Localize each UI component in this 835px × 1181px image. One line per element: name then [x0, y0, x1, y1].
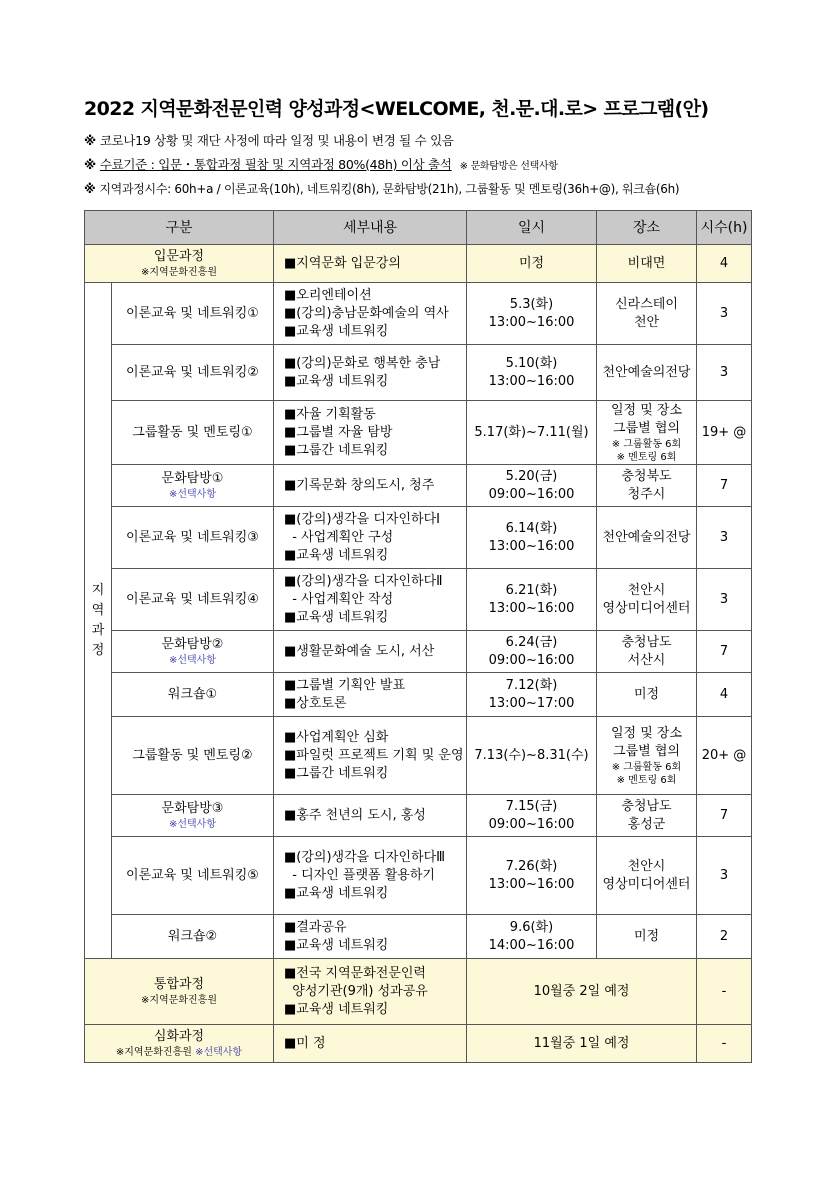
- detail-line: ■교육생 네트워킹: [284, 323, 389, 339]
- detail-line: ■그룹간 네트워킹: [284, 765, 389, 781]
- place-line: 천안예술의전당: [602, 364, 691, 380]
- date-line: 13:00~16:00: [488, 373, 575, 389]
- table-row-intro: [85, 245, 752, 283]
- place-line: 그룹별 협의: [613, 420, 680, 436]
- row-place: [597, 465, 697, 507]
- date-line: 13:00~16:00: [488, 538, 575, 554]
- notice-hours: [84, 180, 679, 197]
- row-category: [112, 837, 274, 915]
- row-place: [597, 915, 697, 959]
- row-details: [274, 283, 467, 345]
- row-name: 이론교육 및 네트워킹④: [126, 591, 259, 607]
- row-name: 이론교육 및 네트워킹①: [126, 305, 259, 321]
- row-details: [274, 795, 467, 837]
- row-hours: 2: [697, 915, 752, 959]
- detail-line: ■교육생 네트워킹: [284, 885, 389, 901]
- row-details: [274, 673, 467, 717]
- detail-line: ■교육생 네트워킹: [284, 937, 389, 953]
- region-label-char: 과: [91, 622, 105, 638]
- table-row: [85, 401, 752, 465]
- reference-mark: ※: [84, 157, 96, 172]
- row-details: [274, 631, 467, 673]
- row-date: [467, 795, 597, 837]
- row-hours: 3: [697, 507, 752, 569]
- row-category: [112, 465, 274, 507]
- row-hours: 3: [697, 837, 752, 915]
- row-place: [597, 631, 697, 673]
- table-row: [85, 837, 752, 915]
- row-name: 이론교육 및 네트워킹③: [126, 529, 259, 545]
- detail-line: ■홍주 천년의 도시, 홍성: [284, 807, 426, 823]
- row-hours: 4: [697, 673, 752, 717]
- detail-line: ■교육생 네트워킹: [284, 547, 389, 563]
- detail-line: ■상호토론: [284, 695, 347, 711]
- date-line: 5.20(금): [505, 468, 558, 484]
- advanced-hours: -: [697, 1025, 752, 1063]
- row-place: [597, 717, 697, 795]
- header-category: 구분: [85, 211, 274, 245]
- detail-line: ■전국 지역문화전문인력: [284, 965, 426, 981]
- table-row: [85, 507, 752, 569]
- row-hours: 3: [697, 283, 752, 345]
- row-category: [112, 283, 274, 345]
- optional-note: ※선택사항: [168, 819, 217, 830]
- notice-text: 수료기준 : 입문・통합과정 필참 및 지역과정 80%(48h) 이상 출석: [99, 157, 452, 172]
- advanced-schedule: 11월중 1일 예정: [467, 1025, 697, 1063]
- advanced-category: [85, 1025, 274, 1063]
- row-place: [597, 345, 697, 401]
- place-line: 영상미디어센터: [602, 600, 691, 616]
- table-row: [85, 465, 752, 507]
- date-line: 7.26(화): [505, 858, 558, 874]
- detail-line: ■자율 기획활동: [284, 406, 376, 422]
- row-date: [467, 283, 597, 345]
- detail-line: ■오리엔테이션: [284, 287, 372, 303]
- date-line: 09:00~16:00: [488, 816, 575, 832]
- intro-hours: 4: [697, 245, 752, 283]
- header-place: 장소: [597, 211, 697, 245]
- row-hours: 19+ @: [697, 401, 752, 465]
- notice-text: 코로나19 상황 및 재단 사정에 따라 일정 및 내용이 변경 될 수 있음: [99, 133, 454, 148]
- place-line: 충청남도: [621, 798, 672, 814]
- row-date: [467, 915, 597, 959]
- date-line: 09:00~16:00: [488, 652, 575, 668]
- intro-name: 입문과정: [153, 249, 205, 264]
- detail-line: ■교육생 네트워킹: [284, 609, 389, 625]
- detail-line: ■미 정: [284, 1035, 326, 1051]
- place-subnote: ※ 그룹활동 6회: [611, 761, 682, 773]
- row-place: [597, 401, 697, 465]
- page-title: 2022 지역문화전문인력 양성과정<WELCOME, 천.문.대.로> 프로그램(안): [84, 98, 709, 120]
- place-line: 일정 및 장소: [610, 402, 683, 418]
- row-hours: 3: [697, 345, 752, 401]
- detail-line: ■생활문화예술 도시, 서산: [284, 643, 435, 659]
- detail-line: ■(강의)생각을 디자인하다Ⅲ: [284, 849, 446, 865]
- row-details: [274, 569, 467, 631]
- date-line: 13:00~16:00: [488, 876, 575, 892]
- notice-optional-text: ※ 문화탐방은 선택사항: [459, 161, 558, 172]
- detail-line: ■그룹별 기획안 발표: [284, 677, 406, 693]
- detail-line: - 사업계획안 구성: [284, 529, 394, 545]
- intro-details: [274, 245, 467, 283]
- detail-line: ■교육생 네트워킹: [284, 1001, 389, 1017]
- row-name: 그룹활동 및 멘토링①: [132, 424, 253, 440]
- row-place: [597, 569, 697, 631]
- advanced-details: [274, 1025, 467, 1063]
- notice-text: 지역과정시수: 60h+a / 이론교육(10h), 네트워킹(8h), 문화탐방(21h), 그룹활동 및 멘토링(36h+@), 워크숍(6h): [99, 182, 680, 196]
- row-place: [597, 795, 697, 837]
- row-date: [467, 507, 597, 569]
- table-row-advanced: [85, 1025, 752, 1063]
- header-date: 일시: [467, 211, 597, 245]
- region-label-char: 역: [91, 602, 105, 618]
- table-row: [85, 631, 752, 673]
- table-row: [85, 915, 752, 959]
- row-date: [467, 401, 597, 465]
- reference-mark: ※: [84, 133, 96, 148]
- region-label: [85, 283, 112, 959]
- row-details: [274, 345, 467, 401]
- row-name: 문화탐방①: [161, 471, 224, 486]
- integrated-schedule: 10월중 2일 예정: [467, 959, 697, 1025]
- detail-line: ■파일럿 프로젝트 기획 및 운영: [284, 747, 464, 763]
- detail-line: ■(강의)충남문화예술의 역사: [284, 305, 449, 321]
- table-row: [85, 283, 752, 345]
- place-line: 천안: [633, 314, 660, 330]
- row-category: [112, 915, 274, 959]
- place-subnote: ※ 멘토링 6회: [616, 451, 677, 463]
- row-place: [597, 283, 697, 345]
- row-date: [467, 717, 597, 795]
- table-row: [85, 569, 752, 631]
- optional-note: ※선택사항: [195, 1047, 243, 1058]
- date-line: 13:00~16:00: [488, 600, 575, 616]
- place-line: 천안시: [627, 858, 666, 874]
- date-line: 5.10(화): [505, 355, 558, 371]
- date-line: 5.3(화): [509, 296, 554, 312]
- header-hours: 시수(h): [697, 211, 752, 245]
- row-hours: 7: [697, 465, 752, 507]
- detail-line: ■교육생 네트워킹: [284, 373, 389, 389]
- table-header-row: [85, 211, 752, 245]
- intro-org: ※지역문화진흥원: [141, 267, 217, 278]
- row-hours: 3: [697, 569, 752, 631]
- detail-line: ■그룹별 자율 탐방: [284, 424, 393, 440]
- row-hours: 7: [697, 795, 752, 837]
- integrated-category: [85, 959, 274, 1025]
- row-name: 워크숍①: [167, 686, 218, 702]
- date-line: 5.17(화)~7.11(월): [474, 424, 589, 440]
- table-row-integrated: [85, 959, 752, 1025]
- table-row: [85, 717, 752, 795]
- table-row: [85, 345, 752, 401]
- row-category: [112, 569, 274, 631]
- detail-line: ■(강의)생각을 디자인하다Ⅱ: [284, 573, 443, 589]
- row-name: 워크숍②: [167, 928, 218, 944]
- detail-line: ■사업계획안 심화: [284, 729, 389, 745]
- intro-date: 미정: [467, 245, 597, 283]
- region-label-char: 지: [91, 582, 105, 598]
- detail-line: ■(강의)생각을 디자인하다Ⅰ: [284, 511, 440, 527]
- integrated-name: 통합과정: [153, 977, 205, 992]
- date-line: 9.6(화): [509, 919, 554, 935]
- place-line: 서산시: [627, 652, 666, 668]
- row-name: 이론교육 및 네트워킹⑤: [126, 867, 259, 883]
- row-category: [112, 795, 274, 837]
- row-details: [274, 717, 467, 795]
- advanced-name: 심화과정: [153, 1029, 205, 1044]
- integrated-details: [274, 959, 467, 1025]
- table-row: [85, 673, 752, 717]
- date-line: 13:00~16:00: [488, 314, 575, 330]
- program-table: [84, 210, 752, 1063]
- row-place: [597, 673, 697, 717]
- row-place: [597, 837, 697, 915]
- place-line: 미정: [633, 686, 660, 702]
- advanced-org: ※지역문화진흥원: [115, 1047, 192, 1058]
- detail-line: - 사업계획안 작성: [284, 591, 394, 607]
- row-hours: 20+ @: [697, 717, 752, 795]
- row-category: [112, 401, 274, 465]
- place-line: 일정 및 장소: [610, 725, 683, 741]
- row-category: [112, 717, 274, 795]
- optional-note: ※선택사항: [168, 655, 217, 666]
- detail-line: ■지역문화 입문강의: [284, 255, 401, 271]
- place-line: 영상미디어센터: [602, 876, 691, 892]
- reference-mark: ※: [84, 182, 96, 196]
- optional-note: ※선택사항: [168, 489, 217, 500]
- row-category: [112, 345, 274, 401]
- place-line: 충청남도: [621, 634, 672, 650]
- date-line: 14:00~16:00: [488, 937, 575, 953]
- detail-line: - 디자인 플랫폼 활용하기: [284, 867, 435, 883]
- header-details: 세부내용: [274, 211, 467, 245]
- row-date: [467, 837, 597, 915]
- detail-line: ■기록문화 창의도시, 청주: [284, 477, 435, 493]
- region-label-char: 정: [91, 642, 105, 658]
- row-details: [274, 837, 467, 915]
- row-hours: 7: [697, 631, 752, 673]
- row-date: [467, 673, 597, 717]
- row-name: 문화탐방②: [161, 637, 224, 652]
- place-line: 충청북도: [621, 468, 672, 484]
- row-category: [112, 631, 274, 673]
- table-row: [85, 795, 752, 837]
- row-details: [274, 401, 467, 465]
- date-line: 7.13(수)~8.31(수): [474, 747, 589, 763]
- row-date: [467, 631, 597, 673]
- row-date: [467, 569, 597, 631]
- date-line: 6.24(금): [505, 634, 558, 650]
- place-line: 신라스테이: [615, 296, 678, 312]
- place-line: 청주시: [627, 486, 666, 502]
- detail-line: ■결과공유: [284, 919, 347, 935]
- integrated-org: ※지역문화진흥원: [141, 995, 217, 1006]
- place-line: 미정: [633, 928, 660, 944]
- date-line: 6.14(화): [505, 520, 558, 536]
- row-date: [467, 345, 597, 401]
- row-details: [274, 465, 467, 507]
- row-category: [112, 507, 274, 569]
- notice-completion-criteria: [84, 155, 558, 173]
- row-name: 그룹활동 및 멘토링②: [132, 747, 253, 763]
- place-subnote: ※ 멘토링 6회: [616, 774, 677, 786]
- row-name: 이론교육 및 네트워킹②: [126, 364, 259, 380]
- intro-place: 비대면: [597, 245, 697, 283]
- place-line: 그룹별 협의: [613, 743, 680, 759]
- place-line: 천안시: [627, 582, 666, 598]
- place-subnote: ※ 그룹활동 6회: [611, 438, 682, 450]
- place-line: 천안예술의전당: [602, 529, 691, 545]
- row-date: [467, 465, 597, 507]
- row-details: [274, 507, 467, 569]
- detail-line: 양성기관(9개) 성과공유: [284, 983, 428, 999]
- advanced-org-line: [85, 1046, 273, 1059]
- notice-schedule-change: [84, 131, 454, 149]
- integrated-hours: -: [697, 959, 752, 1025]
- date-line: 13:00~17:00: [488, 695, 575, 711]
- date-line: 7.12(화): [505, 677, 558, 693]
- detail-line: ■(강의)문화로 행복한 충남: [284, 355, 441, 371]
- date-line: 7.15(금): [505, 798, 558, 814]
- detail-line: ■그룹간 네트워킹: [284, 442, 389, 458]
- date-line: 6.21(화): [505, 582, 558, 598]
- place-line: 홍성군: [627, 816, 666, 832]
- row-details: [274, 915, 467, 959]
- row-place: [597, 507, 697, 569]
- row-category: [112, 673, 274, 717]
- date-line: 09:00~16:00: [488, 486, 575, 502]
- intro-category: [85, 245, 274, 283]
- row-name: 문화탐방③: [161, 801, 224, 816]
